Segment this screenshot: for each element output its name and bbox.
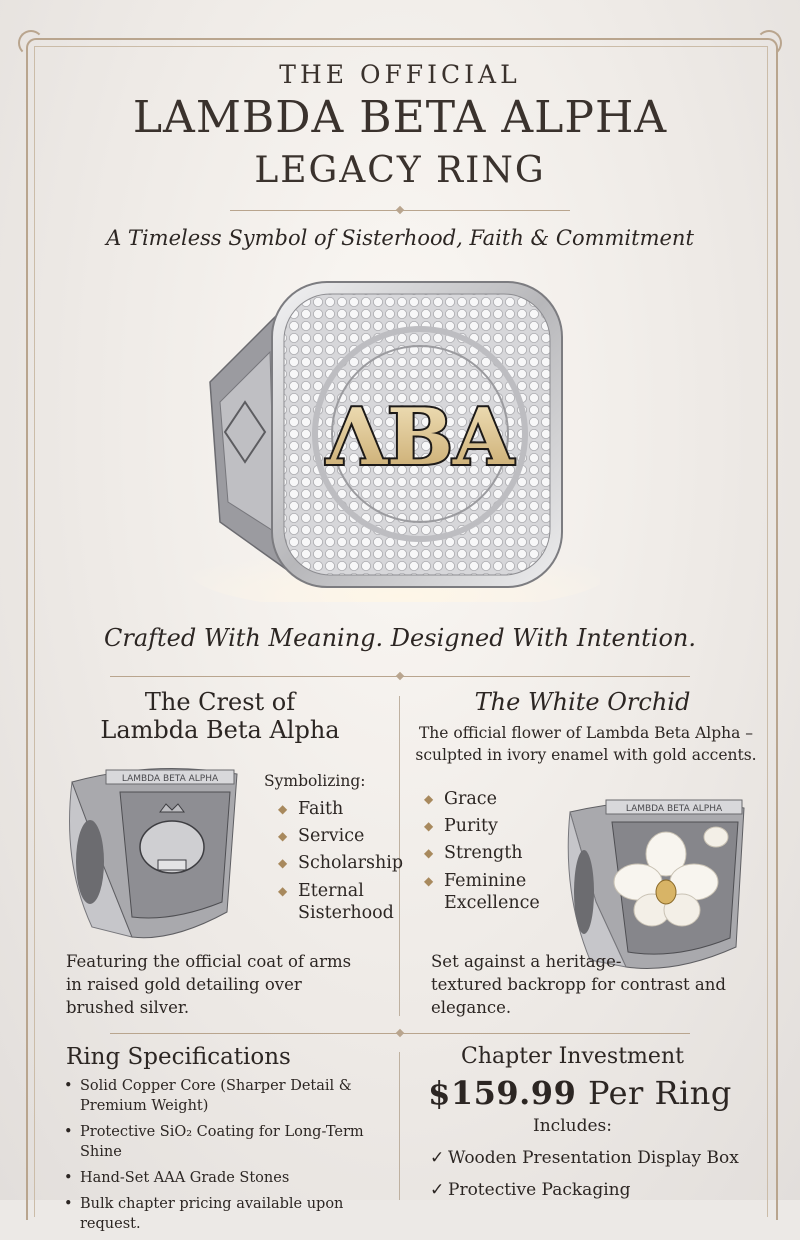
frame-corner-flourish <box>18 30 44 56</box>
diamond-bullet-icon: ◆ <box>278 802 288 816</box>
diamond-bullet-icon: ◆ <box>424 792 434 806</box>
orchid-intro: The official flower of Lambda Beta Alpha – sculpted in ivory enamel with gold accents. <box>415 724 757 764</box>
price <box>400 1074 760 1112</box>
main-title: LAMBDA BETA ALPHA <box>132 92 668 143</box>
list-item: • Solid Copper Core (Sharper Detail & Premium Weight) <box>64 1078 352 1114</box>
crafted-line: Crafted With Meaning. Designed With Intention. <box>103 624 697 652</box>
bullet-icon: • <box>64 1196 73 1212</box>
specs-list <box>64 1076 394 1240</box>
diamond-bullet-icon: ◆ <box>424 819 434 833</box>
orchid-title: The White Orchid <box>474 688 691 716</box>
list-item: • Protective SiO₂ Coating for Long-Term Shine <box>64 1124 364 1160</box>
bullet-icon: • <box>64 1170 73 1186</box>
list-item-continued: Sisterhood <box>298 903 394 923</box>
orchid-shank-engraving: LAMBDA BETA ALPHA <box>625 804 723 814</box>
orchid-ring-image <box>566 782 748 972</box>
list-item: ✓ Protective Packaging <box>430 1174 739 1206</box>
list-item: ◆ Faith <box>278 796 403 823</box>
crest-values-list <box>278 796 403 924</box>
frame-corner-flourish <box>756 30 782 56</box>
checkmark-icon: ✓ <box>430 1180 445 1200</box>
ring-letters: ΛΒΑ <box>326 392 514 483</box>
diamond-bullet-icon: ◆ <box>424 846 434 860</box>
list-item: ✓ Wooden Presentation Display Box <box>430 1142 739 1174</box>
crest-title-line2: Lambda Beta Alpha <box>100 716 340 744</box>
list-item: • Bulk chapter pricing available upon request. <box>64 1196 344 1232</box>
list-item: ◆ Purity <box>424 813 540 840</box>
symbolizing-label: Symbolizing: <box>264 772 366 790</box>
includes-label: Includes: <box>533 1116 612 1136</box>
orchid-values-list <box>424 786 540 914</box>
tagline: A Timeless Symbol of Sisterhood, Faith & Commitment <box>106 226 694 250</box>
orchid-description: Set against a heritage- textured backropp for contrast and elegance. <box>431 952 726 1017</box>
price-value: $159.99 <box>428 1074 577 1112</box>
bullet-icon: • <box>64 1124 73 1140</box>
diamond-bullet-icon: ◆ <box>424 874 434 888</box>
investment-title: Chapter Investment <box>461 1044 684 1069</box>
diamond-bullet-icon: ◆ <box>278 856 288 870</box>
crest-shank-engraving: LAMBDA BETA ALPHA <box>121 774 219 784</box>
list-item: ◆ Service <box>278 823 403 850</box>
diamond-bullet-icon: ◆ <box>278 884 288 898</box>
price-suffix: Per Ring <box>587 1074 732 1112</box>
diamond-bullet-icon: ◆ <box>278 829 288 843</box>
list-item: ◆ Scholarship <box>278 850 403 877</box>
includes-list <box>430 1142 739 1206</box>
checkmark-icon: ✓ <box>430 1148 445 1168</box>
list-item: ◆ Grace <box>424 786 540 813</box>
sub-title: LEGACY RING <box>254 150 546 191</box>
hero-ring-image <box>180 272 600 602</box>
bullet-icon: • <box>64 1078 73 1094</box>
pre-title: THE OFFICIAL <box>279 60 521 89</box>
specs-title: Ring Specifications <box>66 1044 291 1070</box>
list-item: • Hand-Set AAA Grade Stones <box>64 1170 290 1186</box>
list-item: ◆ Eternal <box>278 881 364 901</box>
crest-description: Featuring the official coat of arms in raised gold detailing over brushed silver. <box>66 952 352 1017</box>
list-item: ◆ Feminine <box>424 871 527 891</box>
list-item-continued: Excellence <box>444 893 540 913</box>
crest-title: The Crest of <box>144 688 296 716</box>
list-item: ◆ Strength <box>424 840 540 867</box>
crest-ring-image <box>62 752 242 942</box>
